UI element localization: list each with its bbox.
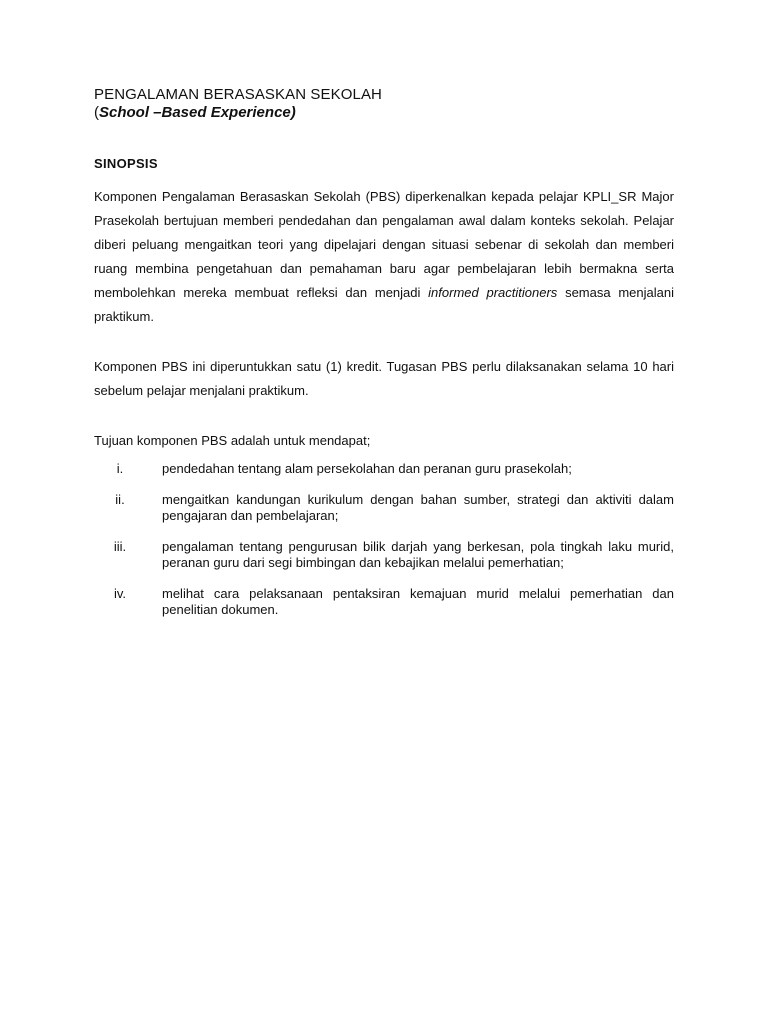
paragraph-synopsis: [94, 185, 674, 329]
document-title: PENGALAMAN BERASASKAN SEKOLAH: [94, 86, 382, 103]
document-subtitle: [94, 104, 674, 122]
objectives-list: [94, 461, 674, 618]
paragraph1-text-before: Komponen Pengalaman Berasaskan Sekolah (PBS) diperkenalkan kepada pelajar KPLI_SR Major Prasekolah bertujuan memberi pendedahan dan pengalaman awal dalam konteks sekolah. Pelajar diberi peluang mengaitkan teori yang dipelajari dengan situasi sebenar di sekolah dan memberi ruang membina pengetahuan dan pemahaman baru agar pembelajaran lebih bermakna serta membolehkan mereka membuat refleksi dan menjadi: [94, 189, 674, 300]
list-item-text: pendedahan tentang alam persekolahan dan peranan guru prasekolah;: [162, 461, 572, 476]
paragraph-credit: Komponen PBS ini diperuntukkan satu (1) kredit. Tugasan PBS perlu dilaksanakan selama 10 hari sebelum pelajar menjalani praktikum.: [94, 359, 674, 398]
paragraph1-italic-term: informed practitioners: [428, 285, 558, 300]
document-page: [94, 86, 674, 618]
list-item: [94, 461, 674, 477]
list-item: [94, 586, 674, 618]
list-item-number: ii.: [115, 492, 125, 507]
list-item: [94, 539, 674, 571]
subtitle-english: School –Based Experience): [99, 104, 296, 121]
list-item: [94, 492, 674, 524]
section-heading-sinopsis: SINOPSIS: [94, 156, 158, 171]
list-item-text: mengaitkan kandungan kurikulum dengan bahan sumber, strategi dan aktiviti dalam pengajaran dan pembelajaran;: [162, 492, 674, 523]
paragraph1-text-after: semasa menjalani praktikum.: [94, 285, 674, 324]
list-item-number: iii.: [113, 539, 127, 554]
subtitle-open-paren: (: [94, 104, 99, 121]
list-item-number: i.: [116, 461, 124, 476]
list-item-number: iv.: [113, 586, 127, 601]
list-item-text: melihat cara pelaksanaan pentaksiran kemajuan murid melalui pemerhatian dan penelitian dokumen.: [162, 586, 674, 617]
paragraph-objectives-intro: Tujuan komponen PBS adalah untuk mendapat;: [94, 433, 371, 448]
list-item-text: pengalaman tentang pengurusan bilik darjah yang berkesan, pola tingkah laku murid, peranan guru dari segi bimbingan dan kebajikan melalui pemerhatian;: [162, 539, 674, 570]
